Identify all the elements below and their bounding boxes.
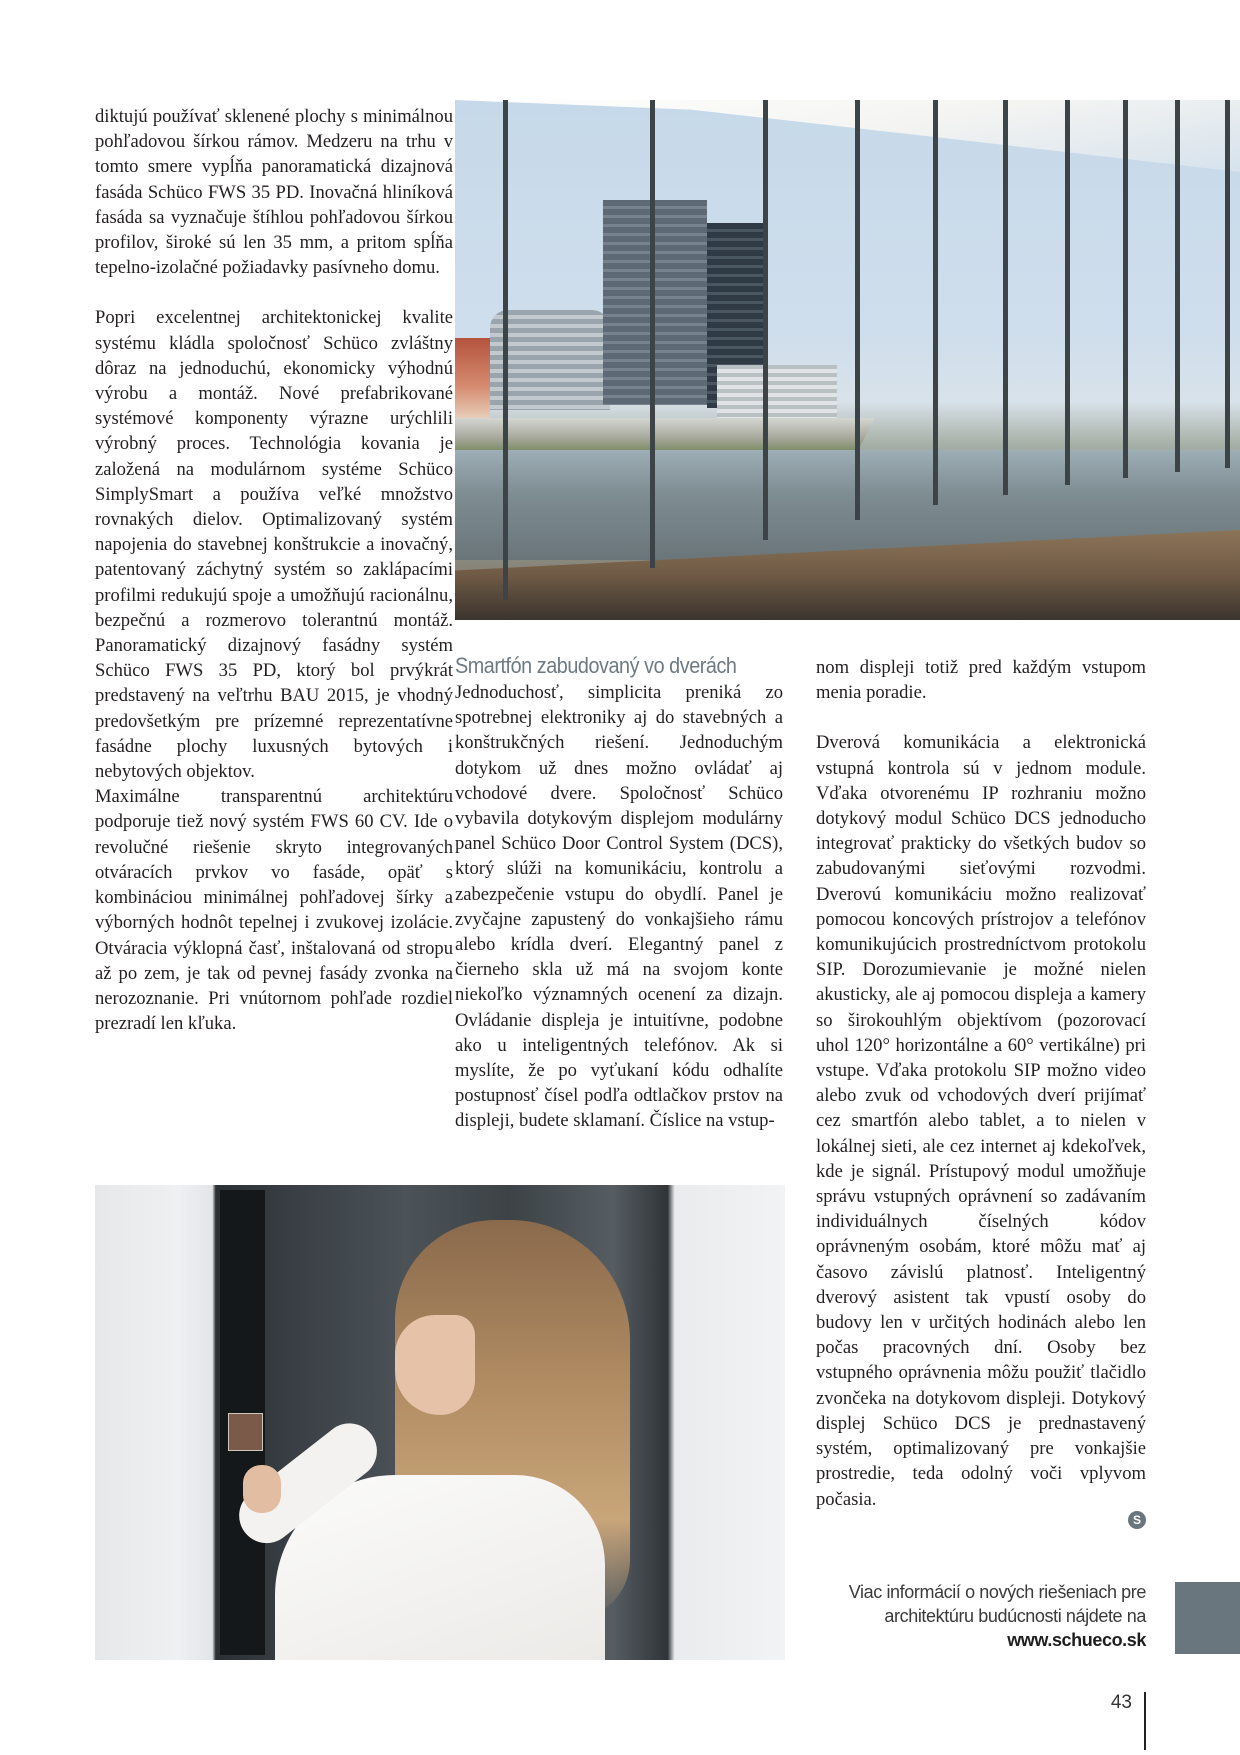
facade-photo bbox=[455, 100, 1240, 620]
more-info-note bbox=[760, 1580, 1146, 1652]
section-heading: Smartfón zabudovaný vo dverách bbox=[455, 653, 737, 678]
door-panel-photo bbox=[95, 1185, 785, 1660]
paragraph: Maximálne transparentnú architektúru podporuje tiež nový systém FWS 60 CV. Ide o revolučné riešenie skryto integrovaných otváracích prvkov vo fasáde, opäť s kombináciou minimálnej pohľadovej šírky a výborných hodnôt tepelnej i zvukovej izolácie. Otváracia výklopná časť, inštalovaná od stropu až po zem, je tak od pevnej fasády zvonka na nerozoznanie. Pri vnútornom pohľade rozdiel prezradí len kľuka. bbox=[95, 786, 453, 1035]
info-line: architektúru budúcnosti nájdete na bbox=[884, 1606, 1146, 1626]
paragraph: Dverová komunikácia a elektronická vstupná kontrola sú v jednom module. Vďaka otvorenému IP rozhraniu možno dotykový modul Schüco DCS jednoducho integrovať prakticky do všetkých budov so zabudovanými sieťovými rozvodmi. Dverovú komunikáciu možno realizovať pomocou koncových prístrojov a telefónov komunikujúcich prostredníctvom protokolu SIP. Dorozumievanie je možné nielen akusticky, ale aj pomocou displeja a kamery so širokouhlým objektívom (pozorovací uhol 120° horizontálne a 60° vertikálne) pri vstupe. Vďaka protokolu SIP možno video alebo zvuk od vchodových dverí prijímať cez smartfón alebo tablet, a to nielen v lokálnej sieti, ale cez internet aj kdekoľvek, kde je signál. Prístupový modul umožňuje správu vstupných oprávnení so zadávaním individuálnych číselných kódov oprávneným osobám, ktoré môžu mať aj časovo závislú platnosť. Inteligentný dverový asistent tak vpustí osoby do budovy len v určitých hodinách alebo len počas pracovných dní. Osoby bez vstupného oprávnenia môžu použiť tlačidlo zvončeka na dotykovom displeji. Dotykový displej Schüco DCS je prednastavený systém, optimalizovaný pre vonkajšie prostredie, teda odolný voči vplyvom počasia. bbox=[816, 732, 1146, 1510]
accent-box bbox=[1175, 1582, 1240, 1654]
website-link[interactable]: www.schueco.sk bbox=[1007, 1630, 1146, 1650]
page-number: 43 bbox=[1110, 1692, 1132, 1713]
paragraph: Popri excelentnej architektonickej kvalite systému kládla spoločnosť Schüco zvláštny dôraz na jednoduchú, ekonomicky výhodnú výrobu a montáž. Nové prefabrikované systémové komponenty výrazne urýchlili výrobný proces. Technológia kovania je založená na modulárnom systéme Schüco SimplySmart a používa veľké množstvo rovnakých dielov. Optimalizovaný systém napojenia do stavebnej konštrukcie a inovačný, patentovaný záchytný systém so zaklápacími profilmi redukujú spoje a umožňujú racionálnu, bezpečnú a rozmerovo tolerantnú montáž. Panoramatický dizajnový fasádny systém Schüco FWS 35 PD, ktorý bol prvýkrát predstavený na veľtrhu BAU 2015, je vhodný predovšetkým pre prízemné reprezentatívne fasádne plochy luxusných bytových i nebytových objektov. bbox=[95, 307, 453, 783]
page-number-rule bbox=[1144, 1692, 1146, 1750]
article-end-icon: S bbox=[1128, 1511, 1146, 1529]
paragraph: Jednoduchosť, simplicita preniká zo spotrebnej elektroniky aj do stavebných a konštrukčných riešení. Jednoduchým dotykom už dnes možno ovládať aj vchodové dvere. Spoločnosť Schüco vybavila dotykovým displejom modulárny panel Schüco Door Control System (DCS), ktorý slúži na komunikáciu, kontrolu a zabezpečenie vstupu do obydlí. Panel je zvyčajne zapustený do vonkajšieho rámu alebo krídla dverí. Elegantný panel z čierneho skla už má na svojom konte niekoľko významných ocenení za dizajn. Ovládanie displeja je intuitívne, podobne ako u inteligentných telefónov. Ak si myslíte, že po vyťukaní kódu odhalíte postupnosť čísel podľa odtlačkov prstov na displeji, budete sklamaní. Číslice na vstup- bbox=[455, 682, 783, 1132]
paragraph: diktujú používať sklenené plochy s minimálnou pohľadovou šírkou rámov. Medzeru na trhu v tomto smere vypĺňa panoramatická dizajnová fasáda Schüco FWS 35 PD. Inovačná hliníková fasáda sa vyznačuje štíhlou pohľadovou šírkou profilov, široké sú len 35 mm, a pritom spĺňa tepelno-izolačné požiadavky pasívneho domu. bbox=[95, 106, 453, 279]
left-column bbox=[95, 104, 453, 1036]
info-line: Viac informácií o nových riešeniach pre bbox=[848, 1582, 1146, 1602]
right-column bbox=[816, 655, 1146, 1512]
paragraph: nom displeji totiž pred každým vstupom menia poradie. bbox=[816, 657, 1146, 704]
middle-column bbox=[455, 652, 783, 1134]
